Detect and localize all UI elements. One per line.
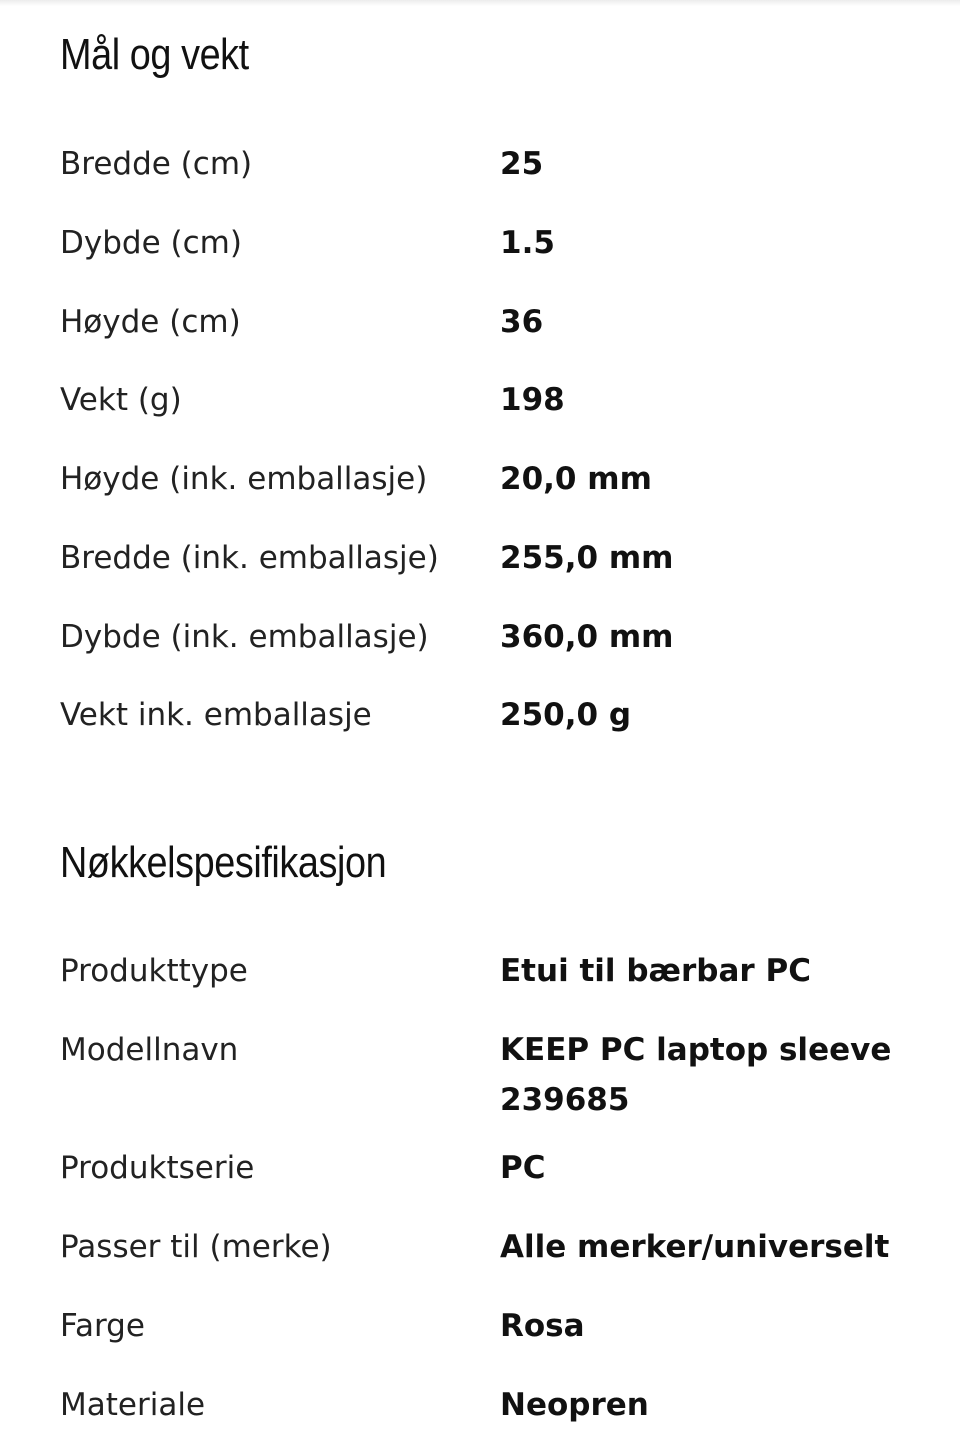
spec-label: Farge: [60, 1308, 145, 1344]
spec-label: Passer til (merke): [60, 1229, 332, 1265]
spec-label: Dybde (ink. emballasje): [60, 619, 429, 655]
spec-label: Bredde (ink. emballasje): [60, 540, 439, 576]
spec-value: 360,0 mm: [500, 619, 674, 655]
spec-value: 198: [500, 382, 565, 418]
spec-value: KEEP PC laptop sleeve 239685: [500, 1032, 892, 1118]
spec-label: Bredde (cm): [60, 146, 253, 182]
spec-value: 1.5: [500, 225, 555, 261]
spec-value: Alle merker/universelt: [500, 1229, 890, 1265]
top-edge-shadow: [0, 0, 960, 6]
spec-label: Vekt (g): [60, 382, 182, 418]
spec-label: Modellnavn: [60, 1032, 239, 1068]
spec-value: Rosa: [500, 1308, 585, 1344]
spec-value: 25: [500, 146, 544, 182]
spec-label: Dybde (cm): [60, 225, 242, 261]
spec-value: PC: [500, 1150, 546, 1186]
spec-label: Vekt ink. emballasje: [60, 697, 372, 733]
spec-value: 250,0 g: [500, 697, 632, 733]
spec-value: Neopren: [500, 1387, 649, 1423]
section-title: Mål og vekt: [60, 30, 249, 79]
spec-value: Etui til bærbar PC: [500, 953, 811, 989]
spec-label: Produktserie: [60, 1150, 255, 1186]
spec-label: Materiale: [60, 1387, 206, 1423]
spec-value: 36: [500, 304, 544, 340]
spec-label: Høyde (cm): [60, 304, 241, 340]
section-title: Nøkkelspesifikasjon: [60, 838, 387, 887]
spec-value: 20,0 mm: [500, 461, 652, 497]
spec-label: Høyde (ink. emballasje): [60, 461, 428, 497]
spec-value: 255,0 mm: [500, 540, 674, 576]
spec-label: Produkttype: [60, 953, 248, 989]
